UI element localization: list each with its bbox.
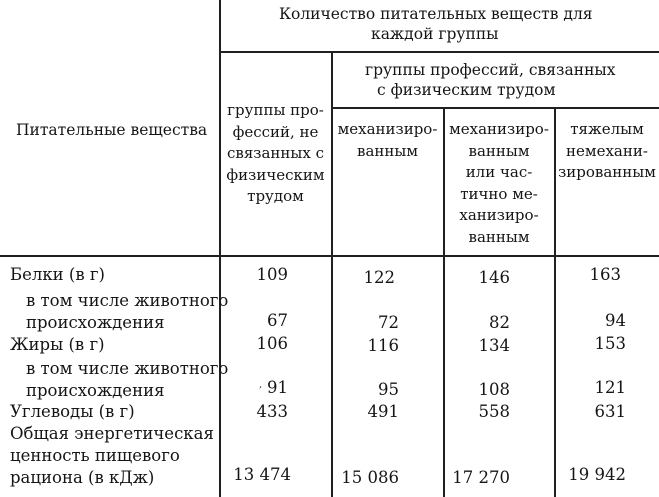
header-line: механизиро- (337, 120, 438, 138)
header-col-partial (444, 119, 554, 248)
header-col-nonphysical (220, 100, 331, 208)
cell-partial: 146 (478, 268, 510, 287)
cell-heavy: 121 (594, 378, 626, 397)
physical-group-line: группы профессий, связанных (365, 61, 616, 79)
cell-mechanized: 15 086 (341, 468, 399, 487)
cell-nonphysical: 67 (267, 311, 288, 330)
header-line: ванным (357, 141, 418, 160)
divider-under-physical-group (331, 107, 659, 109)
cell-nonphysical: 433 (256, 402, 288, 421)
header-line: ханизиро- (459, 206, 539, 224)
header-line: немехани- (566, 141, 648, 160)
row-label: происхождения (26, 313, 165, 332)
header-col-heavy (555, 119, 659, 184)
header-line: ванным (468, 227, 530, 246)
header-line: фессий, не (232, 122, 319, 141)
cell-partial: 82 (489, 313, 510, 332)
group-title-line: каждой группы (371, 25, 499, 43)
header-line: трудом (247, 187, 304, 205)
physical-group-line: с физическим трудом (377, 81, 556, 99)
cell-mechanized: 491 (367, 402, 399, 421)
cell-heavy: 19 942 (568, 465, 626, 484)
cell-mechanized: 122 (363, 268, 395, 287)
cell-heavy: 94 (605, 311, 626, 330)
row-label: Белки (в г) (10, 265, 105, 284)
row-label: Жиры (в г) (10, 335, 105, 354)
group-title-line: Количество питательных веществ для (279, 5, 593, 23)
header-line: физическим (226, 165, 325, 184)
divider-under-header (0, 255, 659, 257)
row-label: в том числе животного (26, 291, 229, 310)
row-label: происхождения (26, 381, 165, 400)
row-label: рациона (в кДж) (10, 468, 155, 487)
row-label: Углеводы (в г) (10, 402, 135, 421)
cell-mechanized: 95 (378, 380, 399, 399)
header-col-mechanized (332, 119, 443, 162)
cell-nonphysical: 109 (256, 265, 288, 284)
cell-nonphysical: 91 (267, 378, 288, 397)
header-line: тяжелым (570, 120, 644, 138)
cell-partial: 558 (478, 402, 510, 421)
header-nutrients: Питательные вещества (16, 121, 208, 139)
header-line: механизиро- (449, 120, 549, 138)
cell-partial: 108 (478, 380, 510, 399)
cell-partial: 17 270 (452, 468, 510, 487)
cell-mechanized: 116 (367, 336, 399, 355)
cell-partial: 134 (478, 336, 510, 355)
row-label: Общая энергетическая (10, 424, 214, 443)
header-line: связанных с (227, 144, 324, 162)
cell-nonphysical: 106 (256, 334, 288, 353)
print-speck: , (259, 379, 263, 390)
row-label: ценность пищевого (10, 446, 180, 465)
header-line: зированным (558, 163, 656, 181)
cell-mechanized: 72 (378, 313, 399, 332)
divider-vertical-label (219, 0, 221, 497)
header-line: группы про- (227, 101, 324, 119)
header-line: тично ме- (460, 184, 538, 203)
cell-heavy: 631 (594, 402, 626, 421)
cell-nonphysical: 13 474 (233, 465, 291, 484)
header-line: или час- (465, 163, 533, 181)
row-label: в том числе животного (26, 359, 229, 378)
cell-heavy: 163 (589, 265, 621, 284)
cell-heavy: 153 (594, 334, 626, 353)
divider-under-group-title (219, 51, 659, 53)
header-line: ванным (468, 141, 530, 160)
